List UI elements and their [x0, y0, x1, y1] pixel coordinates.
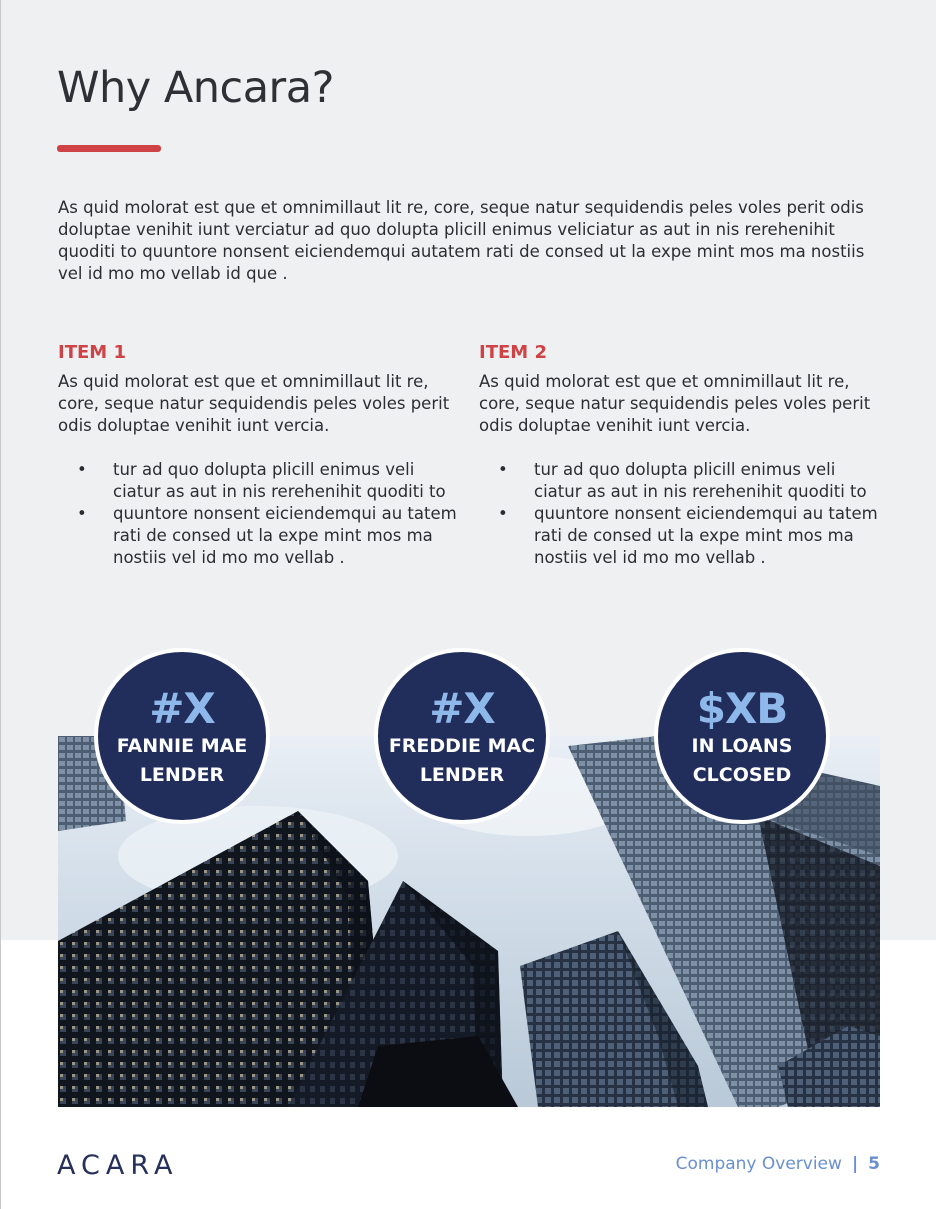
item-title: ITEM 2	[479, 342, 547, 363]
bullet-list	[58, 459, 458, 569]
stat-value: $XB	[696, 684, 788, 733]
item-column-2	[479, 341, 879, 569]
bullet-text: quuntore nonsent eiciendemqui au tatem rati de consed ut la expe mint mos ma nostiis vel id mo mo vellab .	[113, 504, 457, 567]
intro-paragraph: As quid molorat est que et omnimillaut lit re, core, seque natur sequidendis peles voles perit odis doluptae venihit iunt verciatur ad quo dolupta plicill enimus veliciatur as aut in nis rerehenihit quoditi to quuntore nonsent eiciendemqui autatem rati de consed ut la expe mint mos ma nostiis vel id mo mo vellab id que .	[58, 198, 865, 283]
stat-badge-freddie-mac	[374, 648, 550, 824]
item-body: As quid molorat est que et omnimillaut lit re, core, seque natur sequidendis peles voles perit odis doluptae venihit iunt vercia.	[479, 372, 871, 435]
bullet-dot: •	[77, 504, 87, 523]
bullet-item	[479, 459, 879, 503]
bullet-text: quuntore nonsent eiciendemqui au tatem rati de consed ut la expe mint mos ma nostiis vel id mo mo vellab .	[534, 504, 878, 567]
item-body: As quid molorat est que et omnimillaut lit re, core, seque natur sequidendis peles voles perit odis doluptae venihit iunt vercia.	[58, 372, 450, 435]
item-column-1	[58, 341, 458, 569]
stat-badge-loans-closed	[654, 648, 830, 824]
footer-section-name: Company Overview	[675, 1154, 842, 1174]
stat-label-line2: LENDER	[419, 764, 505, 786]
stat-badge-fannie-mae	[94, 648, 270, 824]
stat-value: #X	[149, 684, 215, 733]
bullet-item	[58, 459, 458, 503]
page-title: Why Ancara?	[57, 63, 334, 113]
bullet-item	[479, 503, 879, 569]
company-logo: ACARA	[57, 1150, 179, 1181]
page-number: 5	[868, 1154, 880, 1174]
stat-label-line1: IN LOANS	[691, 735, 793, 757]
bullet-dot: •	[498, 460, 508, 479]
stat-label-line2: CLCOSED	[692, 764, 792, 786]
bullet-dot: •	[77, 460, 87, 479]
item-title: ITEM 1	[58, 342, 126, 363]
bullet-text: tur ad quo dolupta plicill enimus veli ciatur as aut in nis rerehenihit quoditi to	[534, 460, 867, 501]
stat-label-line1: FREDDIE MAC	[388, 735, 536, 757]
bullet-dot: •	[498, 504, 508, 523]
stat-label-line1: FANNIE MAE	[116, 735, 248, 757]
stat-label-line2: LENDER	[139, 764, 225, 786]
footer-page-info	[676, 1152, 880, 1176]
bullet-text: tur ad quo dolupta plicill enimus veli ciatur as aut in nis rerehenihit quoditi to	[113, 460, 446, 501]
bullet-list	[479, 459, 879, 569]
title-accent-bar	[57, 145, 161, 152]
bullet-item	[58, 503, 458, 569]
stat-value: #X	[429, 684, 495, 733]
footer-separator: |	[851, 1154, 859, 1174]
page-edge-rule	[0, 0, 1, 1209]
